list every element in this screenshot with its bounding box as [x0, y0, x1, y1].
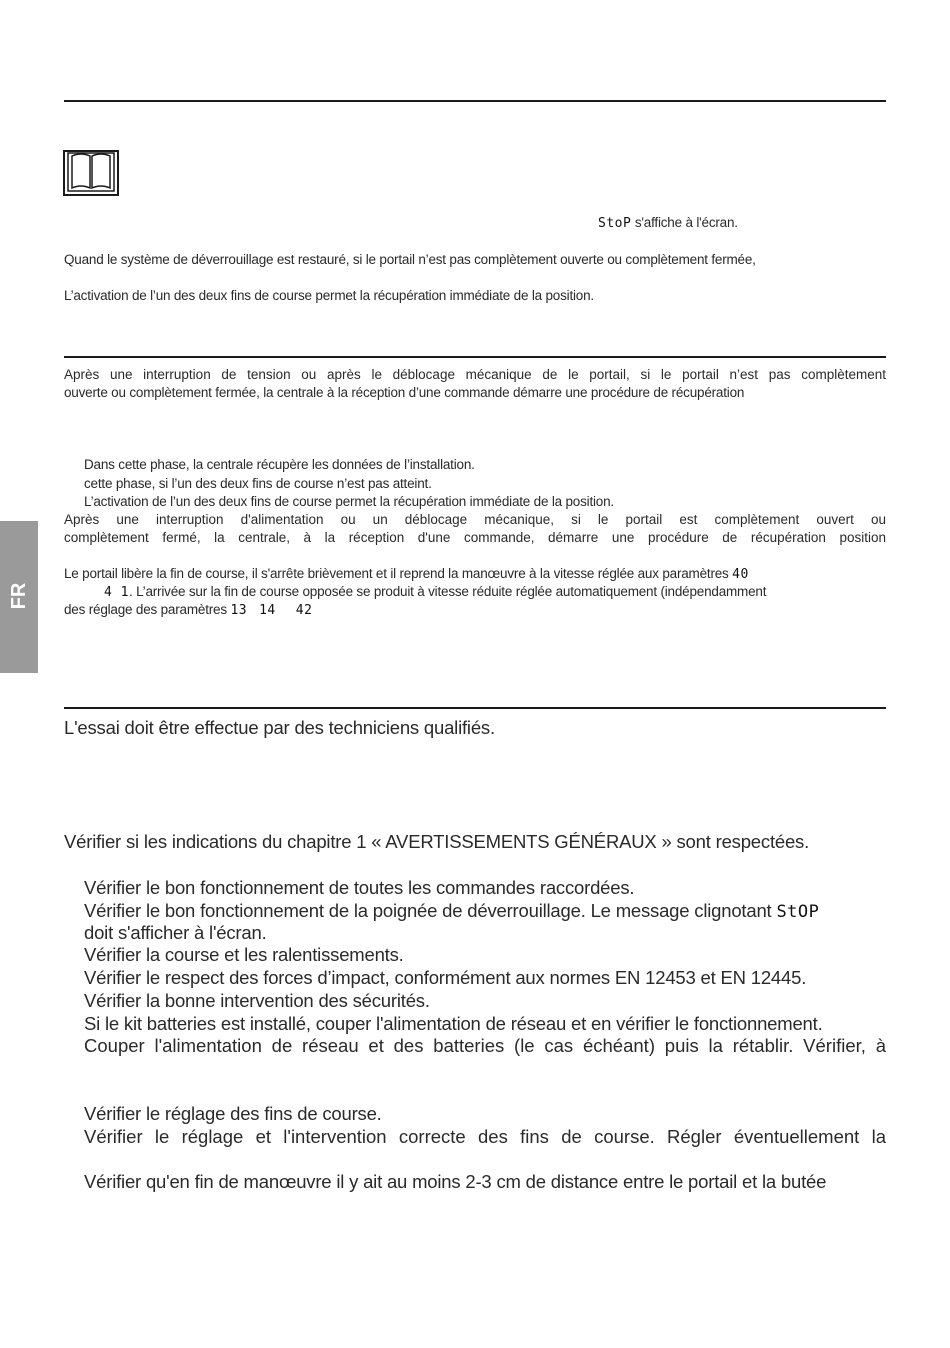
- stop-display-text: s'affiche à l'écran.: [631, 215, 738, 230]
- param-code-40: 40: [732, 567, 749, 582]
- recovery-paragraph2-line-1: Après une interruption d'alimentation ou un déblocage mécanique, si le portail est complètement ouvert ou: [64, 512, 886, 527]
- recovery-paragraph3-line-3: [64, 602, 312, 618]
- open-book-icon: [63, 150, 119, 201]
- testing-item-10: Vérifier qu'en fin de manœuvre il y ait au moins 2-3 cm de distance entre le portail et la butée: [84, 1171, 827, 1192]
- recovery-bullet-1: Dans cette phase, la centrale récupère les données de l’installation.: [84, 457, 475, 472]
- recovery-paragraph3-text-1: Le portail libère la fin de course, il s'arrête brièvement et il reprend la manœuvre à la vitesse réglée aux paramètres: [64, 566, 733, 581]
- testing-item-3: Vérifier la course et les ralentissements.: [84, 944, 404, 965]
- testing-item-8: Vérifier le réglage des fins de course.: [84, 1103, 382, 1124]
- testing-item-2: [84, 900, 819, 922]
- testing-item-2-continued: doit s'afficher à l'écran.: [84, 922, 267, 943]
- testing-check-general: Vérifier si les indications du chapitre 1 « AVERTISSEMENTS GÉNÉRAUX » sont respectées.: [64, 831, 810, 852]
- stop-display-line: [598, 215, 738, 231]
- testing-item-6: Si le kit batteries est installé, couper l'alimentation de réseau et en vérifier le fonctionnement.: [84, 1013, 823, 1034]
- recovery-paragraph3-text-3: des réglage des paramètres: [64, 602, 231, 617]
- recovery-paragraph2-line-2: complètement fermé, la centrale, à la réception d'une commande, démarre une procédure de récupération position: [64, 530, 886, 545]
- recovery-paragraph3-line-1: [64, 566, 749, 582]
- section-rule-top: [64, 100, 886, 102]
- language-side-tab-label: FR: [8, 582, 30, 610]
- param-code-13: 13: [230, 603, 248, 618]
- recovery-paragraph3-line-2: [104, 584, 766, 600]
- testing-item-7: Couper l'alimentation de réseau et des batteries (le cas échéant) puis la rétablir. Vérifier, à: [84, 1035, 886, 1056]
- stop-flash-code: StOP: [776, 902, 820, 922]
- testing-item-1: Vérifier le bon fonctionnement de toutes les commandes raccordées.: [84, 877, 635, 898]
- stop-display-code: StoP: [598, 216, 632, 231]
- testing-item-2-text: Vérifier le bon fonctionnement de la poignée de déverrouillage. Le message clignotant: [84, 900, 777, 921]
- param-code-41: 4 1: [104, 585, 129, 600]
- param-code-14: 14: [259, 603, 276, 618]
- recovery-bullet-3: L’activation de l’un des deux fins de course permet la récupération immédiate de la position.: [84, 494, 614, 509]
- recovery-paragraph3-text-2: . L’arrivée sur la fin de course opposée se produit à vitesse réduite réglée automatiquement (indépendamment: [128, 584, 767, 599]
- section-rule-recovery: [64, 356, 886, 358]
- testing-item-4: Vérifier le respect des forces d’impact, conformément aux normes EN 12453 et EN 12445.: [84, 967, 807, 988]
- testing-item-9: Vérifier le réglage et l'intervention correcte des fins de course. Régler éventuellement la: [84, 1126, 886, 1147]
- recovery-paragraph-line-1: Après une interruption de tension ou après le déblocage mécanique de le portail, si le portail n’est pas complètement: [64, 367, 886, 382]
- recovery-paragraph-line-2: ouverte ou complètement fermée, la centrale à la réception d’une commande démarre une procédure de récupération: [64, 385, 745, 400]
- recovery-bullet-2: cette phase, si l’un des deux fins de course n’est pas atteint.: [84, 476, 432, 491]
- limit-switch-recovery-text: L’activation de l’un des deux fins de course permet la récupération immédiate de la position.: [64, 288, 594, 303]
- testing-intro: L'essai doit être effectue par des techniciens qualifiés.: [64, 717, 495, 738]
- param-code-42: 42: [295, 603, 313, 618]
- unlock-restored-text: Quand le système de déverrouillage est restauré, si le portail n’est pas complètement ouverte ou complètement fermée,: [64, 252, 756, 267]
- testing-item-5: Vérifier la bonne intervention des sécurités.: [84, 990, 430, 1011]
- section-rule-testing: [64, 707, 886, 709]
